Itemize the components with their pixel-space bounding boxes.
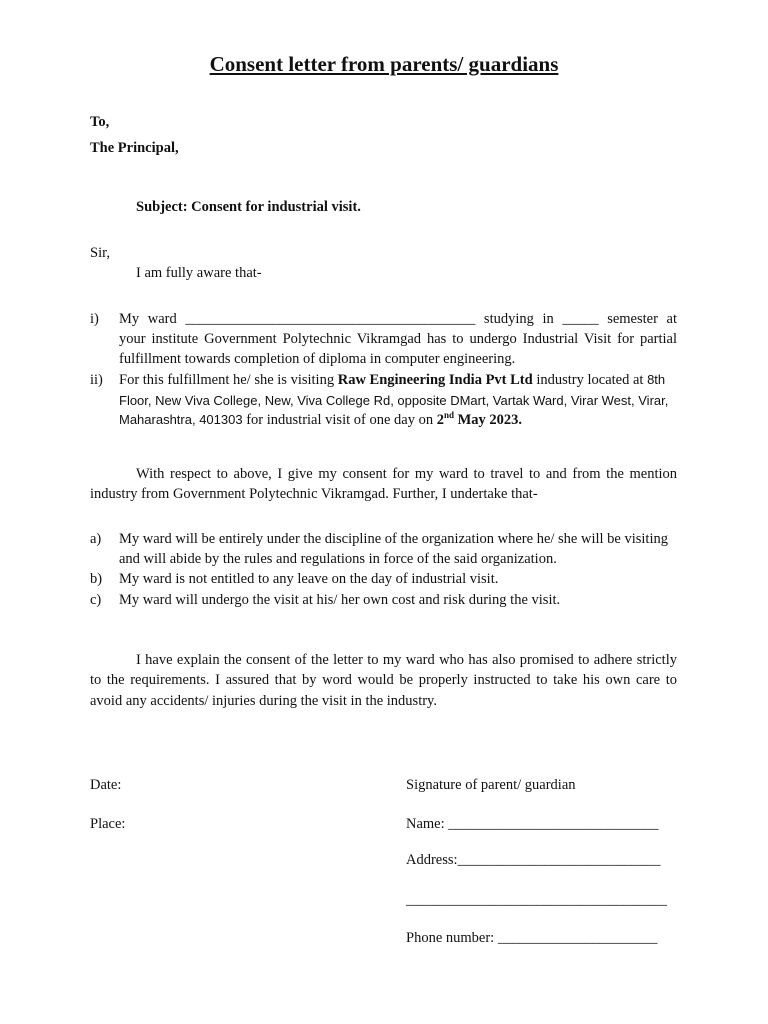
- item-text-line: [119, 412, 522, 429]
- item-text: For this fulfillment he/ she is visiting: [119, 372, 338, 388]
- visit-date: 2nd May 2023.: [436, 410, 523, 428]
- phone-field: Phone number: ______________________: [406, 930, 658, 946]
- item-marker: a): [90, 531, 102, 547]
- company-name: Raw Engineering India Pvt Ltd: [337, 372, 533, 388]
- item-marker: i): [90, 311, 99, 327]
- signature-label: Signature of parent/ guardian: [406, 777, 576, 793]
- letter-title: Consent letter from parents/ guardians: [209, 52, 559, 76]
- address-text: 8th: [647, 372, 666, 387]
- item-marker: b): [90, 571, 103, 587]
- item-text-line: fulfillment towards completion of diploma in computer engineering.: [119, 351, 516, 367]
- item-marker: ii): [90, 372, 103, 388]
- address-text: Floor, New Viva College, New, Viva College Rd, opposite DMart, Vartak Ward, Virar West, Virar,: [119, 393, 669, 408]
- intro-line: I am fully aware that-: [136, 265, 262, 281]
- item-text-line: My ward will be entirely under the discipline of the organization where he/ she will be visiting: [119, 531, 668, 547]
- item-text: industry located at: [532, 372, 648, 388]
- item-text-line: My ward ________________________________________ studying in _____ semester at: [119, 311, 677, 327]
- to-label: To,: [90, 114, 110, 130]
- item-text-line: your institute Government Polytechnic Vikramgad has to undergo Industrial Visit for partial: [119, 331, 677, 347]
- item-text-line: My ward is not entitled to any leave on the day of industrial visit.: [119, 571, 499, 587]
- recipient: The Principal,: [90, 140, 179, 156]
- paragraph-line: I have explain the consent of the letter to my ward who has also promised to adhere strictly: [136, 652, 677, 668]
- paragraph-line: With respect to above, I give my consent for my ward to travel to and from the mention: [136, 466, 677, 482]
- item-marker: c): [90, 592, 102, 608]
- salutation: Sir,: [90, 245, 110, 261]
- address-field-line2: ____________________________________: [406, 892, 667, 908]
- item-text: for industrial visit of one day on: [242, 412, 437, 428]
- item-text-line: My ward will undergo the visit at his/ her own cost and risk during the visit.: [119, 592, 561, 608]
- paragraph-line: avoid any accidents/ injuries during the visit in the industry.: [90, 693, 437, 709]
- paragraph-line: to the requirements. I assured that by word would be properly instructed to take his own care to: [90, 672, 677, 688]
- paragraph-line: industry from Government Polytechnic Vikramgad. Further, I undertake that-: [90, 486, 538, 502]
- address-text: Maharashtra, 401303: [119, 412, 243, 427]
- item-text-line: and will abide by the rules and regulations in force of the said organization.: [119, 551, 557, 567]
- address-field: Address:____________________________: [406, 852, 661, 868]
- name-field: Name: _____________________________: [406, 816, 659, 832]
- place-label: Place:: [90, 816, 126, 832]
- item-text-line: [119, 372, 665, 389]
- subject-line: Subject: Consent for industrial visit.: [136, 199, 361, 215]
- date-label: Date:: [90, 777, 122, 793]
